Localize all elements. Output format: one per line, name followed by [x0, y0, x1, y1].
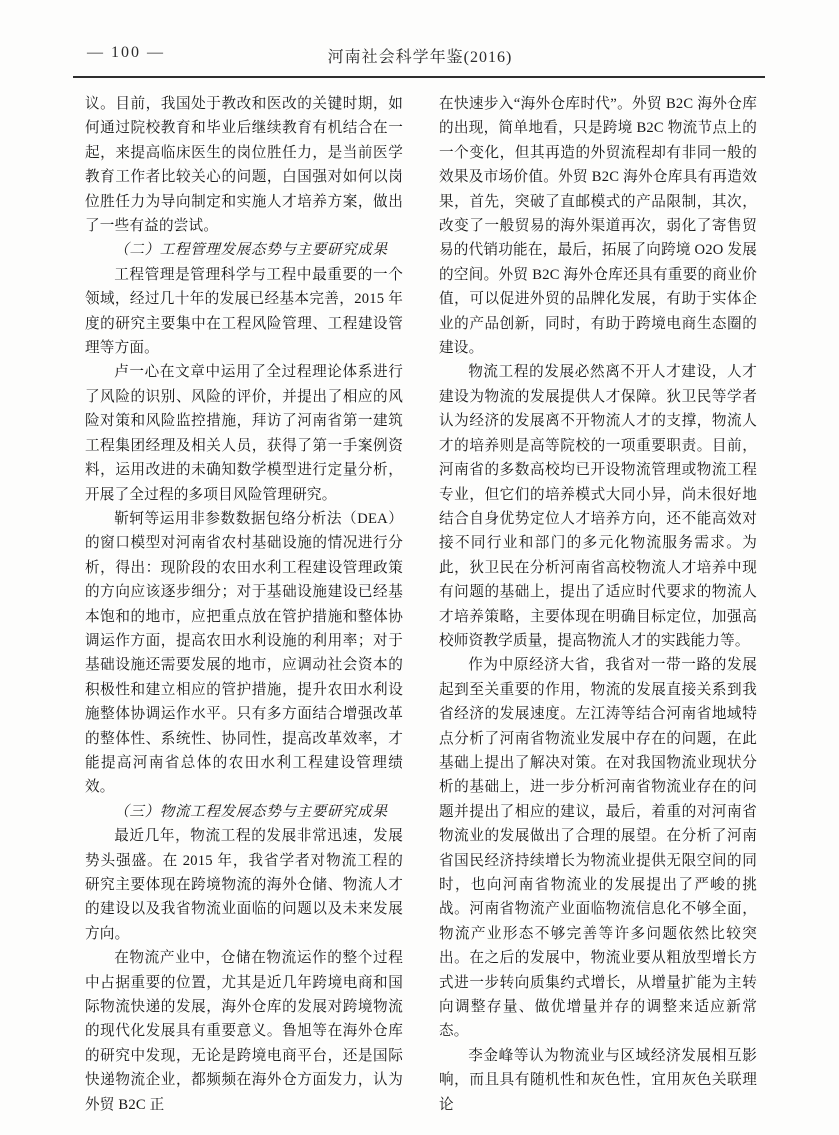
section-heading-3: （三）物流工程发展态势与主要研究成果 [114, 803, 388, 820]
running-head [85, 42, 755, 70]
right-column [439, 92, 757, 1117]
paragraph: 最近几年，物流工程的发展非常迅速，发展势头强盛。在 2015 年，我省学者对物流工程的研究主要体现在跨境物流的海外仓储、物流人才的建设以及我省物流业面临的问题以及未来发展方向。 [85, 828, 403, 942]
journal-title: 河南社会科学年鉴(2016) [327, 49, 513, 66]
page-number: — 100 — [87, 44, 165, 61]
paragraph-continuation: 在快速步入“海外仓库时代”。外贸 B2C 海外仓库的出现，简单地看，只是跨境 B2C 物流节点上的一个变化，但其再造的外贸流程却有非同一般的效果及市场价值。外贸 B2C 海外仓库具有再造效果，首先，突破了直邮模式的产品限制，其次，改变了一般贸易的海外渠道再次，弱化了寄售贸易的代销功能在，最后，拓展了向跨境 O2O 发展的空间。外贸 B2C 海外仓库还具有重要的商业价值，可以促进外贸的品牌化发展，有助于实体企业的产品创新，同时，有助于跨境电商生态圈的建设。 [439, 96, 757, 357]
left-column [85, 92, 403, 1117]
two-column-text-body [85, 92, 755, 1117]
paragraph: 作为中原经济大省，我省对一带一路的发展起到至关重要的作用，物流的发展直接关系到我省经济的发展速度。左江涛等结合河南省地域特点分析了河南省物流业发展中存在的问题，在此基础上提出了解决对策。在对我国物流业现状分析的基础上，进一步分析河南省物流业存在的问题并提出了相应的建议，最后，着重的对河南省物流业的发展做出了合理的展望。在分析了河南省国民经济持续增长为物流业提供无限空间的同时，也向河南省物流业的发展提出了严峻的挑战。河南省物流产业面临物流信息化不够全面，物流产业形态不够完善等许多问题依然比较突出。在之后的发展中，物流业要从粗放型增长方式进一步转向质集约式增长，从增量扩能为主转向调整存量、做优增量并存的调整来适应新常态。 [439, 657, 757, 1040]
paragraph: 靳轲等运用非参数数据包络分析法（DEA）的窗口模型对河南省农村基础设施的情况进行分析，得出：现阶段的农田水利工程建设管理政策的方向应该逐步细分；对于基础设施建设已经基本饱和的地市，应把重点放在管护措施和整体协调运作方面，提高农田水利设施的利用率；对于基础设施还需要发展的地市，应调动社会资本的积极性和建立相应的管护措施，提升农田水利设施整体协调运作水平。只有多方面结合增强改革的整体性、系统性、协同性，提高改革效率，才能提高河南省总体的农田水利工程建设管理绩效。 [85, 510, 403, 796]
paragraph: 在物流产业中，仓储在物流运作的整个过程中占据重要的位置，尤其是近几年跨境电商和国际物流快递的发展，海外仓库的发展对跨境物流的现代化发展具有重要意义。鲁旭等在海外仓库的研究中发现，无论是跨境电商平台，还是国际快递物流企业，都频频在海外仓方面发力，认为外贸 B2C 正 [85, 950, 403, 1113]
paragraph: 物流工程的发展必然离不开人才建设，人才建设为物流的发展提供人才保障。狄卫民等学者认为经济的发展离不开物流人才的支撑，物流人才的培养则是高等院校的一项重要职责。目前，河南省的多数高校均已开设物流管理或物流工程专业，但它们的培养模式大同小异，尚未很好地结合自身优势定位人才培养方向，还不能高效对接不同行业和部门的多元化物流服务需求。为此，狄卫民在分析河南省高校物流人才培养中现有问题的基础上，提出了适应时代要求的物流人才培养策略，主要体现在明确目标定位，加强高校师资教学质量，提高物流人才的实践能力等。 [439, 364, 757, 649]
paragraph: 卢一心在文章中运用了全过程理论体系进行了风险的识别、风险的评价，并提出了相应的风险对策和风险监控措施，拜访了河南省第一建筑工程集团经理及相关人员，获得了第一手案例资料，运用改进的未确知数学模型进行定量分析，开展了全过程的多项目风险管理研究。 [85, 364, 403, 503]
paragraph: 李金峰等认为物流业与区域经济发展相互影响，而且具有随机性和灰色性，宜用灰色关联理论 [439, 1047, 757, 1113]
paragraph: 工程管理是管理科学与工程中最重要的一个领域，经过几十年的发展已经基本完善，2015 年度的研究主要集中在工程风险管理、工程建设管理等方面。 [85, 266, 403, 357]
header-rule [73, 76, 765, 78]
paragraph-continuation: 议。目前，我国处于教改和医改的关键时期，如何通过院校教育和毕业后继续教育有机结合在一起，来提高临床医生的岗位胜任力，是当前医学教育工作者比较关心的问题，白国强对如何以岗位胜任力为导向制定和实施人才培养方案，做出了一些有益的尝试。 [85, 96, 403, 235]
section-heading-2: （二）工程管理发展态势与主要研究成果 [114, 242, 388, 259]
